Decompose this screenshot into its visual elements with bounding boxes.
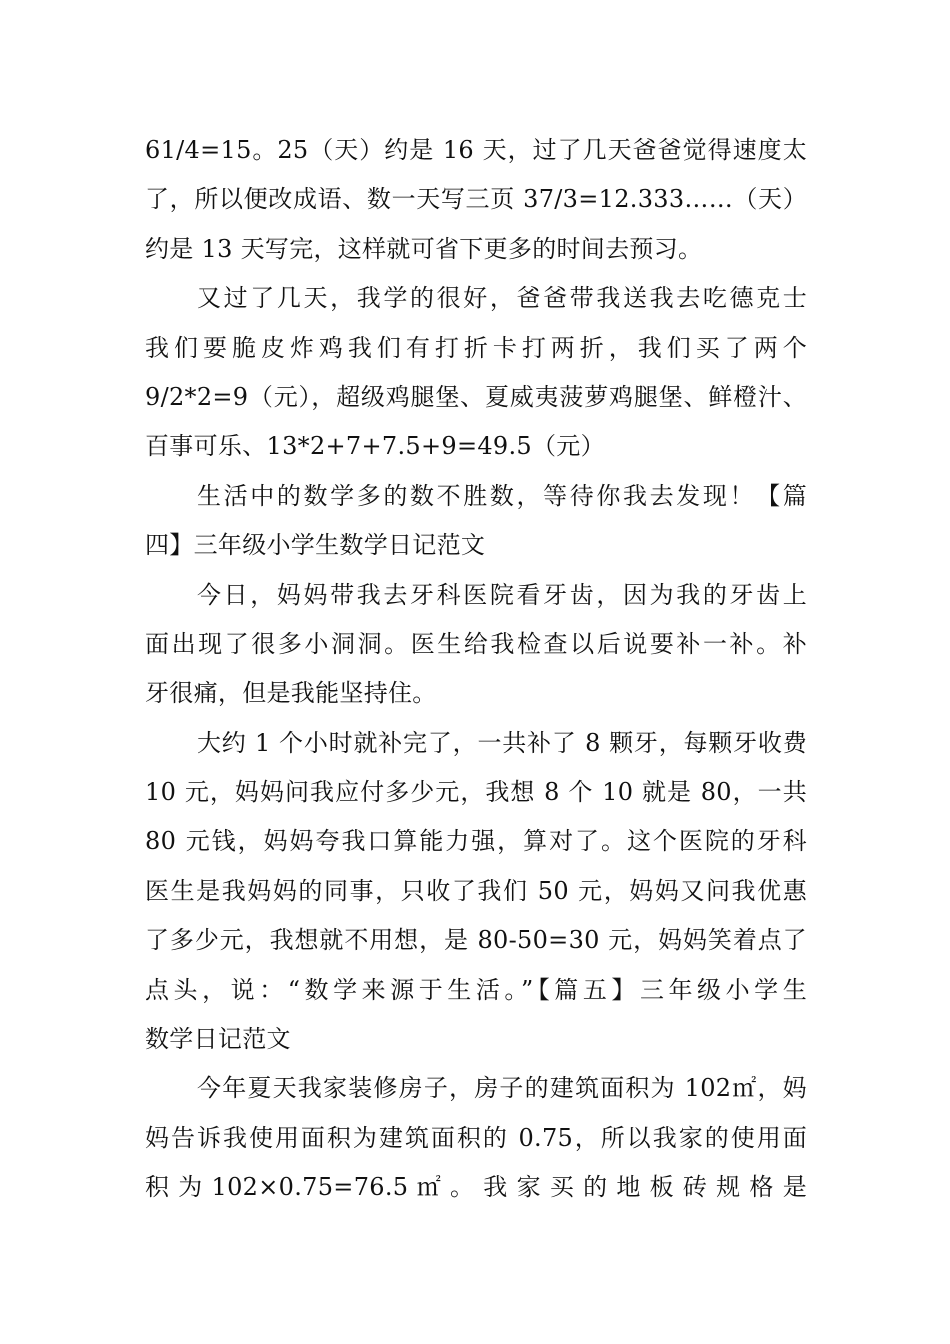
text-line: 积 为 102×0.75=76.5 ㎡ 。 我 家 买 的 地 板 砖 规 格 是: [145, 1173, 807, 1202]
text-line: 医生是我妈妈的同事，只收了我们 50 元，妈妈又问我优惠: [145, 876, 807, 905]
text-line: 点头，说：“数学来源于生活。”【篇五】三年级小学生: [145, 975, 807, 1004]
text-line: 大约 1 个小时就补完了，一共补了 8 颗牙，每颗牙收费: [197, 728, 807, 757]
text-line: 生活中的数学多的数不胜数，等待你我去发现！【篇: [197, 481, 807, 510]
text-line: 今年夏天我家装修房子，房子的建筑面积为 102㎡，妈: [197, 1074, 807, 1103]
text-line: 四】三年级小学生数学日记范文: [145, 531, 486, 560]
text-line: 面出现了很多小洞洞。医生给我检查以后说要补一补。补: [145, 629, 807, 658]
text-line: 又过了几天，我学的很好，爸爸带我送我去吃德克士: [197, 284, 807, 313]
text-line: 了多少元，我想就不用想，是 80-50=30 元，妈妈笑着点了: [145, 926, 807, 955]
text-line: 百事可乐、13*2+7+7.5+9=49.5（元）: [145, 432, 605, 461]
text-line: 80 元钱，妈妈夸我口算能力强，算对了。这个医院的牙科: [145, 827, 807, 856]
text-line: 妈告诉我使用面积为建筑面积的 0.75，所以我家的使用面: [145, 1123, 807, 1152]
text-line: 61/4=15。25（天）约是 16 天，过了几天爸爸觉得速度太: [145, 136, 807, 164]
body-text: [145, 126, 807, 1213]
text-line: 10 元，妈妈问我应付多少元，我想 8 个 10 就是 80，一共: [145, 778, 807, 807]
text-line: 约是 13 天写完，这样就可省下更多的时间去预习。: [145, 234, 703, 263]
text-line: 了，所以便改成语、数一天写三页 37/3=12.333……（天）: [145, 185, 807, 214]
text-line: 牙很痛，但是我能坚持住。: [145, 679, 437, 708]
text-line: 9/2*2=9（元），超级鸡腿堡、夏威夷菠萝鸡腿堡、鲜橙汁、: [145, 382, 807, 411]
text-line: 数学日记范文: [145, 1025, 291, 1054]
text-line: 我们要脆皮炸鸡我们有打折卡打两折，我们买了两个: [145, 333, 807, 362]
text-line: 今日，妈妈带我去牙科医院看牙齿，因为我的牙齿上: [197, 580, 807, 609]
